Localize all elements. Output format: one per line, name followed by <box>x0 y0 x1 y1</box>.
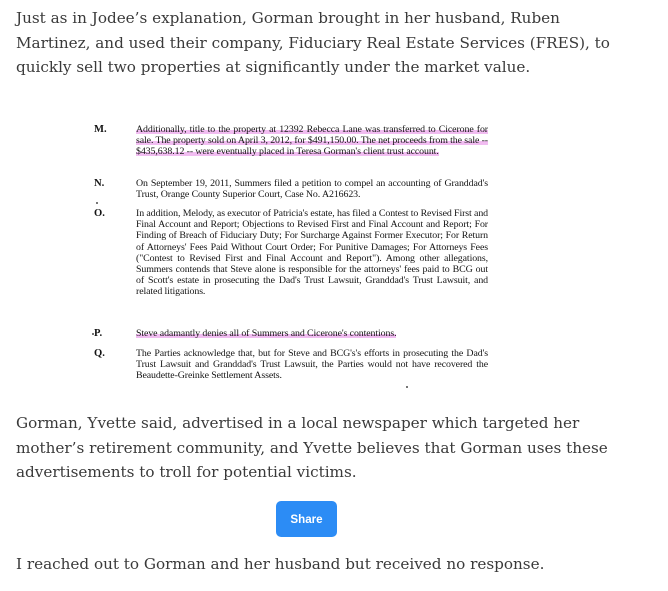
item-letter: P. <box>94 328 103 339</box>
article-paragraph: Gorman, Yvette said, advertised in a local newspaper which targeted her mother’s retirement community, and Yvette believes that Gorman uses these advertisements to troll for potential victims. <box>16 414 608 481</box>
article-paragraph: I reached out to Gorman and her husband but received no response. <box>16 555 545 573</box>
scan-speck <box>96 202 98 204</box>
scan-speck <box>92 333 94 335</box>
item-letter: Q. <box>94 348 105 359</box>
item-letter: O. <box>94 208 105 219</box>
scan-speck <box>406 386 408 388</box>
item-text: On September 19, 2011, Summers filed a petition to compel an accounting of Granddad's Trust, Orange County Superior Court, Case No. A216623. <box>136 178 488 201</box>
item-text: In addition, Melody, as executor of Patricia's estate, has filed a Contest to Revised First and Final Account and Report; Objections to Revised First and Final Account and Report; For Finding of Breach of Fiduciary Duty; For Surcharge Against Former Executor; For Return of Attorneys' Fees Paid Without Court Order; For Punitive Damages; For Attorneys Fees ("Contest to Revised First and Final Account and Report"). Among other allegations, Summers contends that Steve alone is responsible for the attorneys' fees paid to BCG out of Scott's estate in prosecuting the Dad's Trust Lawsuit, Granddad's Trust Lawsuit, and related litigations. <box>136 208 488 298</box>
highlighted-text: Steve adamantly denies all of Summers and Cicerone's contentions. <box>136 328 397 339</box>
item-letter: N. <box>94 178 105 189</box>
item-text: The Parties acknowledge that, but for Steve and BCG's's efforts in prosecuting the Dad's Trust Lawsuit and Granddad's Trust Lawsuit, the Parties would not have recovered the Beaudette-Greinke Settlement Assets. <box>136 348 488 382</box>
share-button[interactable]: Share <box>276 501 337 537</box>
scanned-legal-document <box>94 116 504 394</box>
item-text <box>136 328 488 339</box>
highlighted-text: Additionally, title to the property at 12392 Rebecca Lane was transferred to Cicerone for sale. The property sold on April 3, 2012, for $491,150.00. The net proceeds from the sale -- $435,638.12 -- were eventually placed in Teresa Gorman's client trust account. <box>136 124 488 158</box>
item-letter: M. <box>94 124 107 135</box>
item-text <box>136 124 488 158</box>
article-paragraph: Just as in Jodee’s explanation, Gorman brought in her husband, Ruben Martinez, and used their company, Fiduciary Real Estate Services (FRES), to quickly sell two properties at significantly under the market value. <box>16 9 610 76</box>
